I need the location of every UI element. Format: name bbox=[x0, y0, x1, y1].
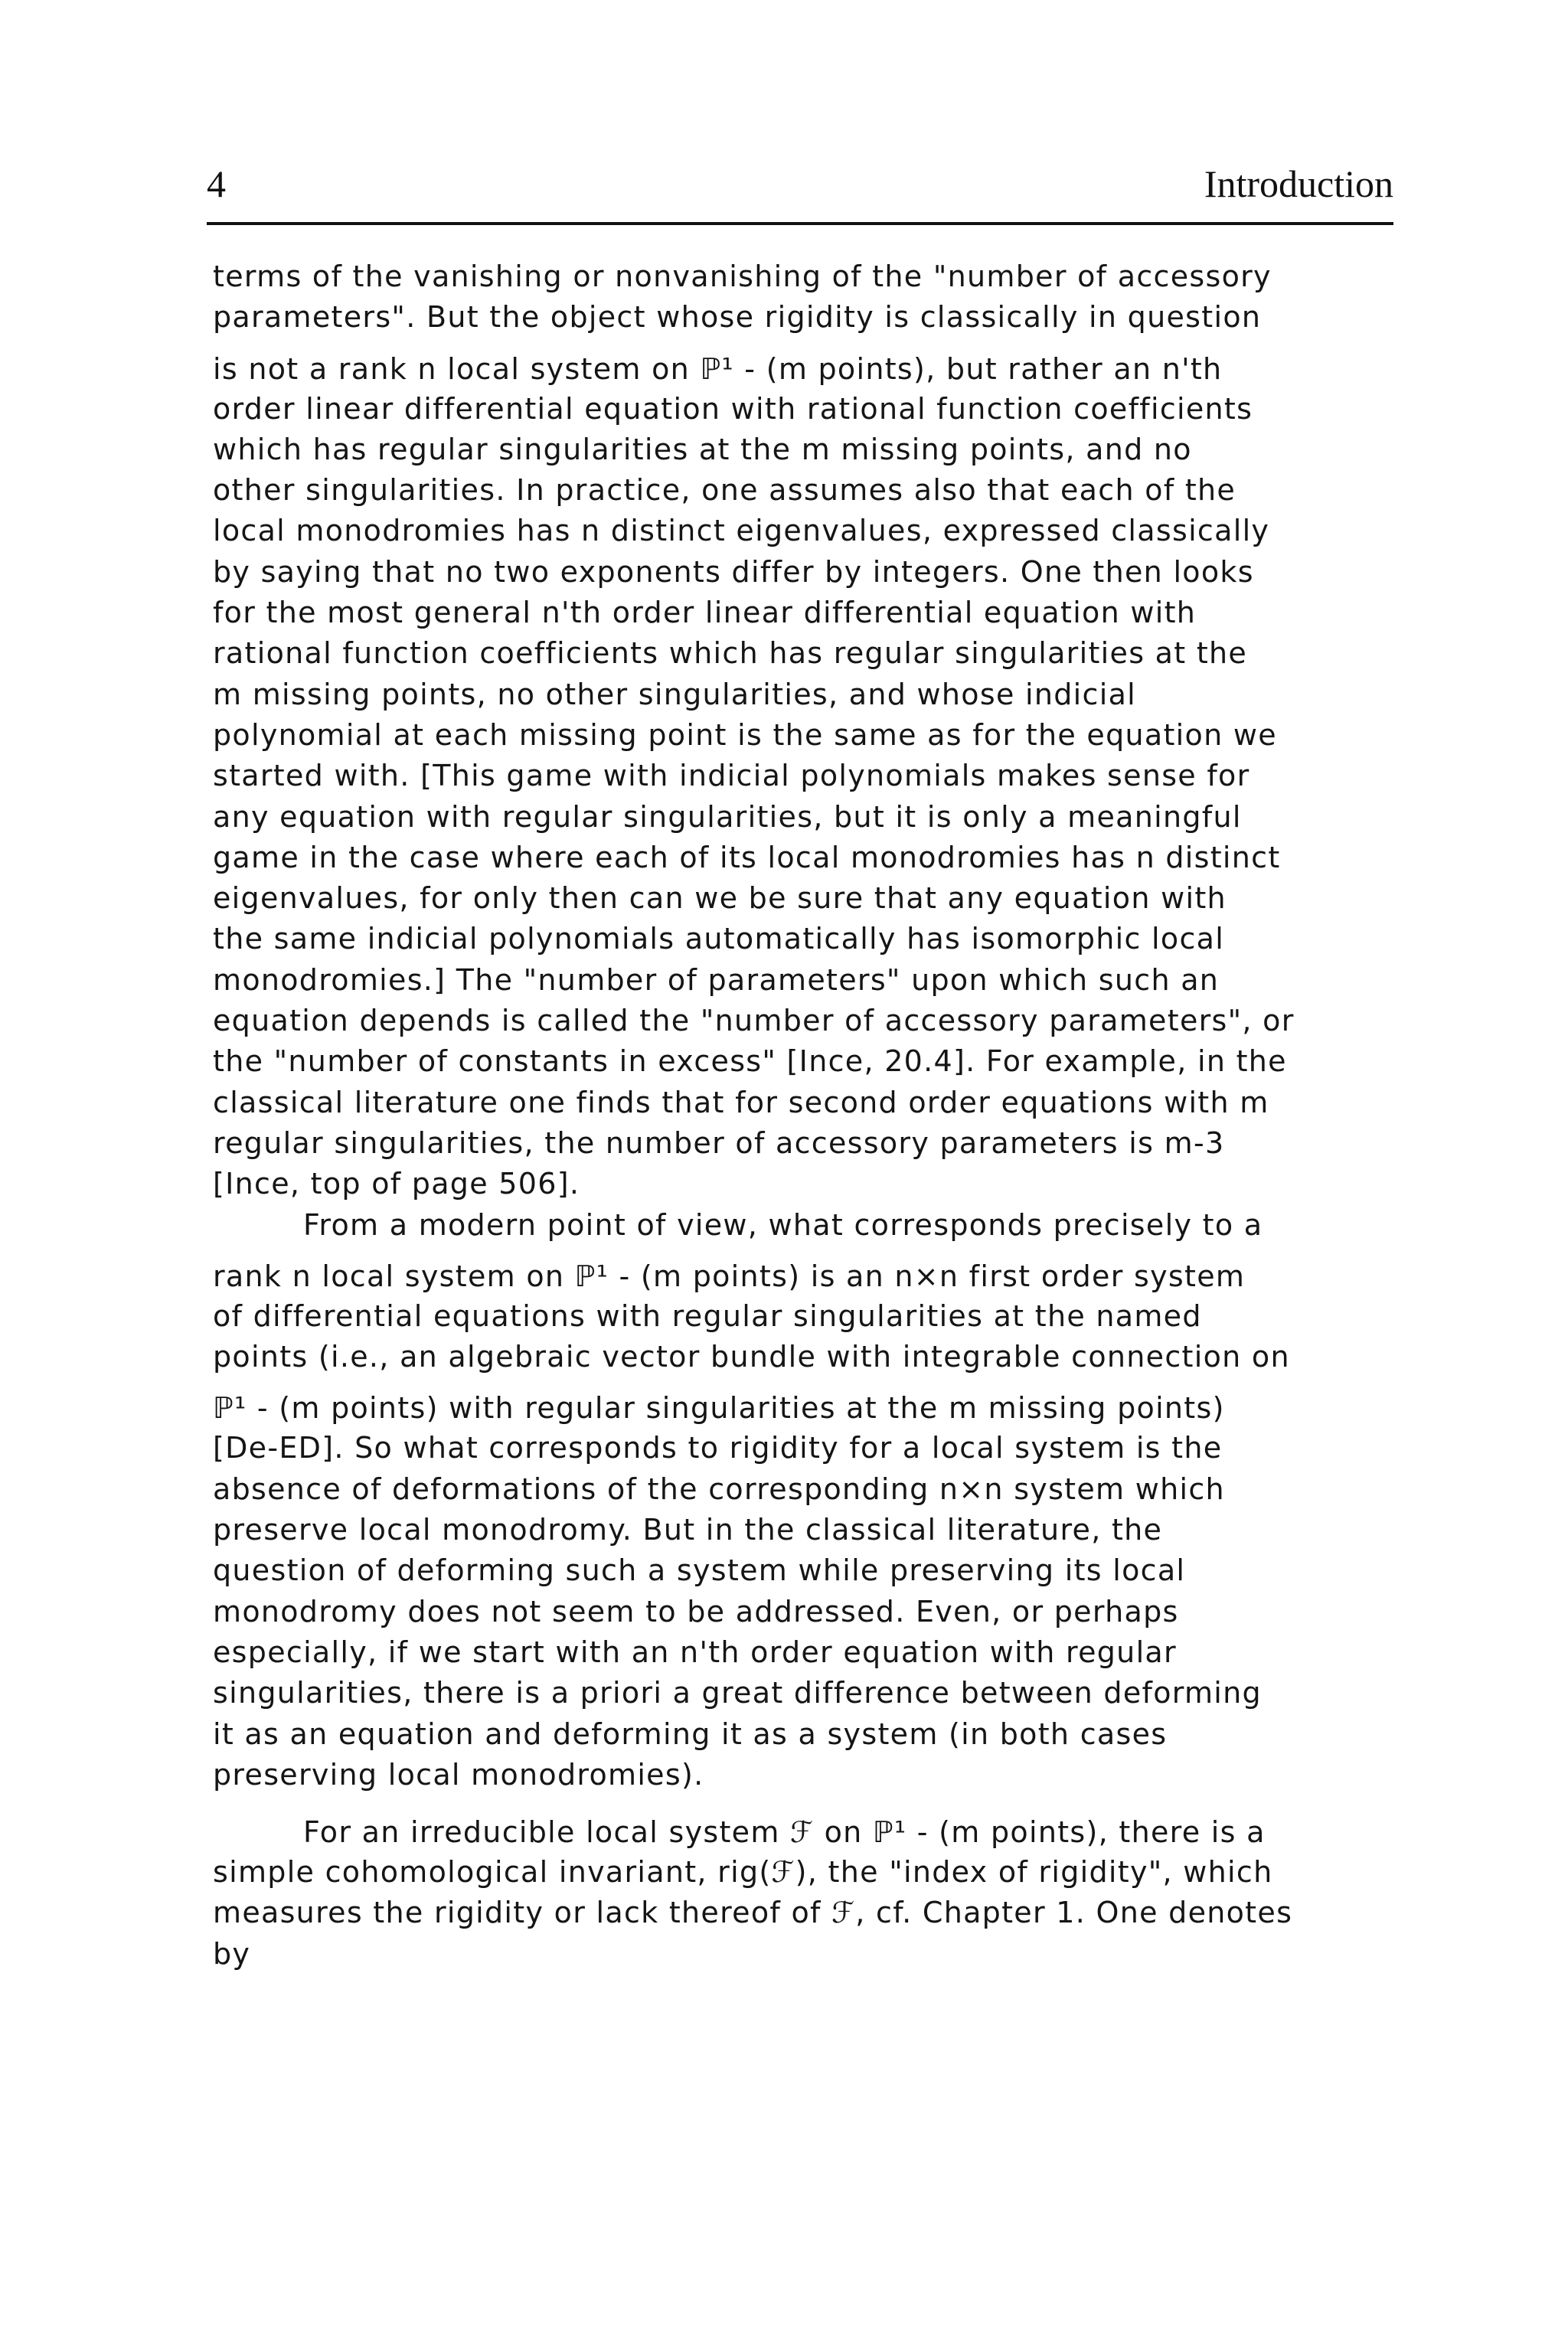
text-line: From a modern point of view, what corresponds precisely to a bbox=[303, 1207, 1263, 1242]
text-line: preserving local monodromies). bbox=[213, 1757, 704, 1792]
text-line: absence of deformations of the corresponding n×n system which bbox=[213, 1472, 1225, 1506]
text-line: especially, if we start with an n'th order equation with regular bbox=[213, 1635, 1177, 1669]
text-line: is not a rank n local system on ℙ¹ - (m points), but rather an n'th bbox=[213, 351, 1223, 386]
text-line: rational function coefficients which has regular singularities at the bbox=[213, 636, 1248, 671]
text-line: For an irreducible local system ℱ on ℙ¹ - (m points), there is a bbox=[303, 1815, 1266, 1850]
page-number: 4 bbox=[207, 162, 226, 205]
text-line: eigenvalues, for only then can we be sure that any equation with bbox=[213, 881, 1227, 916]
text-line: terms of the vanishing or nonvanishing of the "number of accessory bbox=[213, 260, 1272, 293]
text-line: equation depends is called the "number of accessory parameters", or bbox=[213, 1004, 1295, 1038]
text-line: the "number of constants in excess" [Ince, 20.4]. For example, in the bbox=[213, 1044, 1287, 1079]
text-line: singularities, there is a priori a great difference between deforming bbox=[213, 1676, 1262, 1710]
text-line: other singularities. In practice, one assumes also that each of the bbox=[213, 473, 1236, 508]
text-line: measures the rigidity or lack thereof of ℱ, cf. Chapter 1. One denotes bbox=[213, 1896, 1293, 1930]
text-line: by saying that no two exponents differ by integers. One then looks bbox=[213, 554, 1254, 589]
text-line: simple cohomological invariant, rig(ℱ), the "index of rigidity", which bbox=[213, 1855, 1273, 1890]
text-line: rank n local system on ℙ¹ - (m points) is an n×n first order system bbox=[213, 1259, 1246, 1293]
running-head bbox=[207, 157, 1393, 211]
text-line: parameters". But the object whose rigidity is classically in question bbox=[213, 300, 1262, 335]
text-line: monodromies.] The "number of parameters" upon which such an bbox=[213, 962, 1220, 997]
text-line: preserve local monodromy. But in the classical literature, the bbox=[213, 1513, 1163, 1547]
text-line: polynomial at each missing point is the same as for the equation we bbox=[213, 717, 1277, 752]
text-line: it as an equation and deforming it as a system (in both cases bbox=[213, 1717, 1168, 1751]
text-line: regular singularities, the number of accessory parameters is m-3 bbox=[213, 1125, 1225, 1160]
text-line: by bbox=[213, 1936, 251, 1971]
text-line: game in the case where each of its local monodromies has n distinct bbox=[213, 840, 1281, 874]
text-line: of differential equations with regular singularities at the named bbox=[213, 1298, 1202, 1333]
header-rule bbox=[207, 222, 1393, 225]
text-line: for the most general n'th order linear differential equation with bbox=[213, 596, 1197, 630]
text-line: any equation with regular singularities, but it is only a meaningful bbox=[213, 799, 1242, 834]
text-line: [De-ED]. So what corresponds to rigidity for a local system is the bbox=[213, 1431, 1223, 1465]
text-line: points (i.e., an algebraic vector bundle with integrable connection on bbox=[213, 1340, 1290, 1374]
text-line: question of deforming such a system while preserving its local bbox=[213, 1553, 1186, 1588]
text-line: m missing points, no other singularities, and whose indicial bbox=[213, 677, 1137, 711]
body-text bbox=[213, 256, 1407, 1975]
text-line: ℙ¹ - (m points) with regular singularities at the m missing points) bbox=[213, 1391, 1225, 1426]
text-line: [Ince, top of page 506]. bbox=[213, 1167, 580, 1201]
text-line: monodromy does not seem to be addressed. Even, or perhaps bbox=[213, 1594, 1179, 1628]
text-line: order linear differential equation with rational function coefficients bbox=[213, 391, 1253, 426]
text-line: local monodromies has n distinct eigenvalues, expressed classically bbox=[213, 514, 1270, 548]
running-title: Introduction bbox=[1204, 162, 1393, 205]
text-line: which has regular singularities at the m missing points, and no bbox=[213, 432, 1192, 466]
text-line: started with. [This game with indicial polynomials makes sense for bbox=[213, 759, 1250, 793]
text-line: the same indicial polynomials automatically has isomorphic local bbox=[213, 922, 1225, 956]
text-line: classical literature one finds that for second order equations with m bbox=[213, 1085, 1269, 1119]
